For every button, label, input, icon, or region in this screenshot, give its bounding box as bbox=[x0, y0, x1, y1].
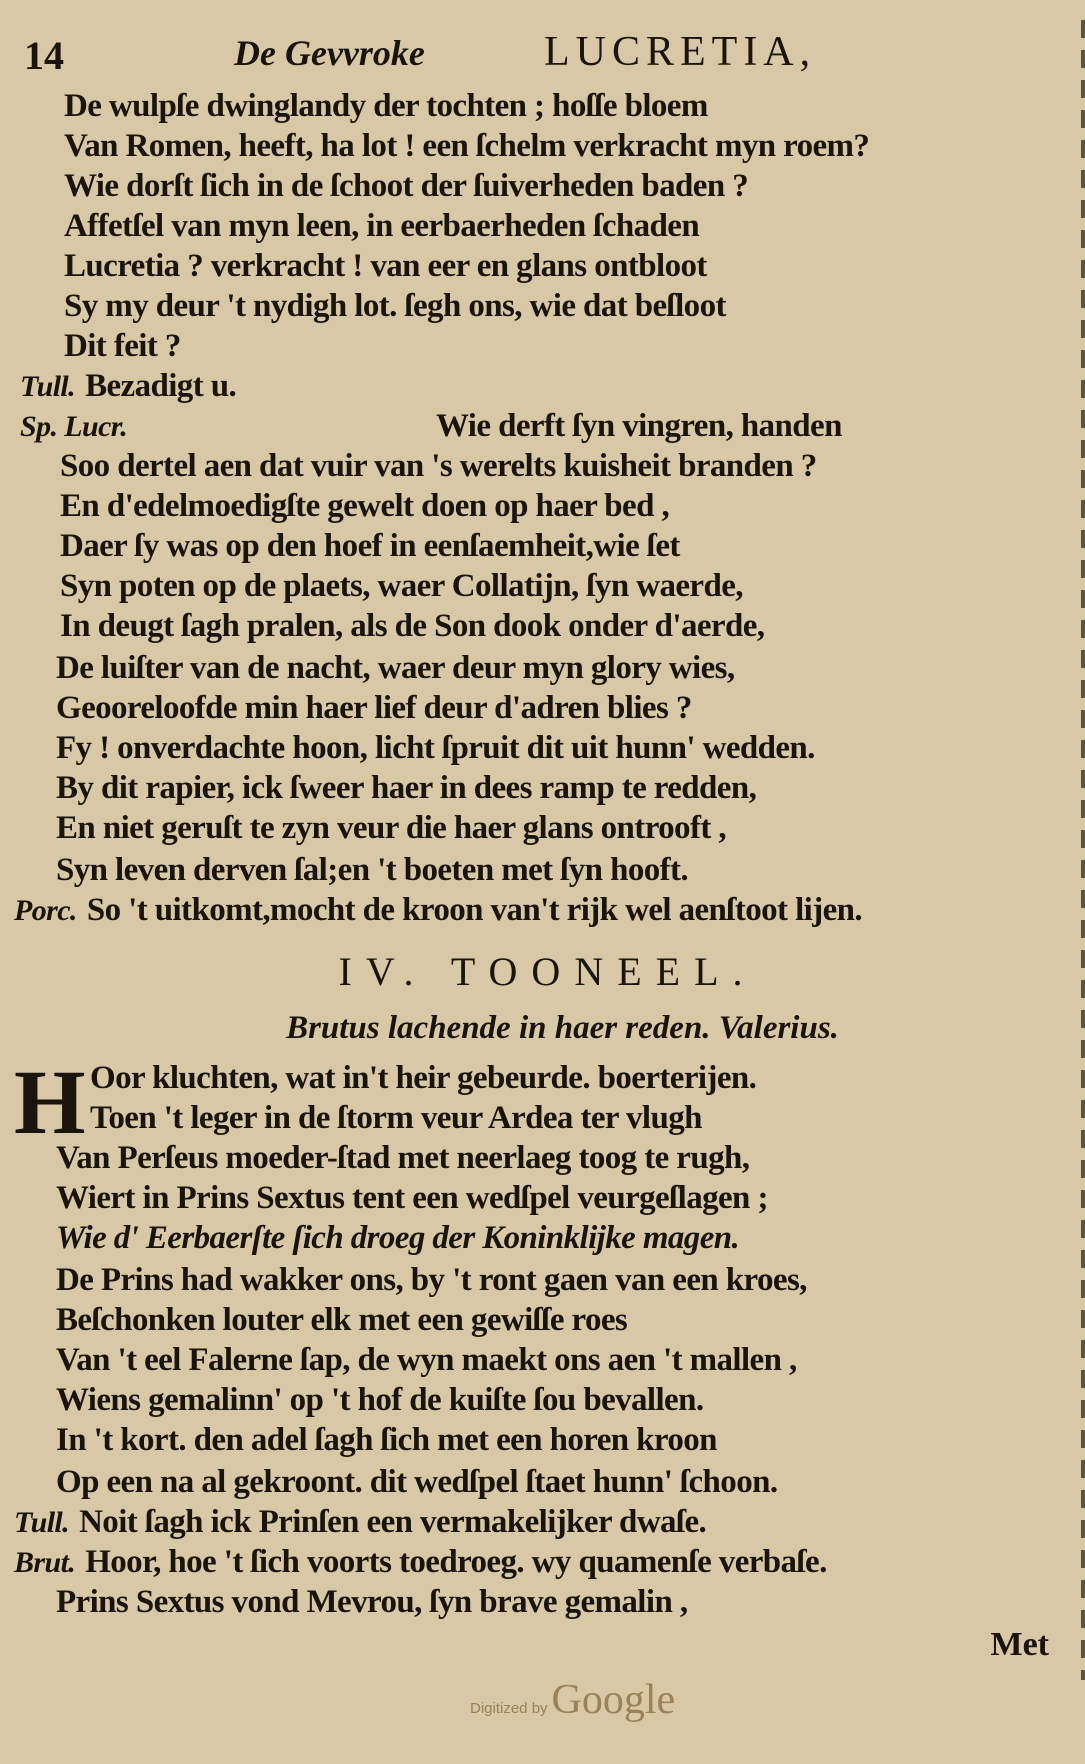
verse-text: Toen 't leger in de ſtorm veur Ardea ter vlugh bbox=[90, 1100, 702, 1136]
verse-text: Wie derft ſyn vingren, handen bbox=[436, 408, 842, 444]
speaker-label: Brut. bbox=[14, 1546, 76, 1579]
verse-text: De Prins had wakker ons, by 't ront gaen van een kroes, bbox=[56, 1262, 807, 1298]
verse-text: Affetſel van myn leen, in eerbaerheden ſchaden bbox=[64, 208, 700, 244]
verse-text: Syn leven derven ſal;en 't boeten met ſyn hooft. bbox=[56, 852, 689, 888]
verse-text: Van Romen, heeft, ha lot ! een ſchelm verkracht myn roem? bbox=[64, 128, 870, 164]
verse-text: Sy my deur 't nydigh lot. ſegh ons, wie dat beſloot bbox=[64, 288, 726, 324]
verse-line bbox=[64, 168, 748, 204]
verse-text: In 't kort. den adel ſagh ſich met een horen kroon bbox=[56, 1422, 717, 1458]
verse-line bbox=[60, 568, 743, 604]
verse-text: Beſchonken louter elk met een gewiſſe roes bbox=[56, 1302, 628, 1338]
verse-text: Soo dertel aen dat vuir van 's werelts kuisheit branden ? bbox=[60, 448, 817, 484]
verse-line bbox=[64, 248, 707, 284]
verse-text: Van 't eel Falerne ſap, de wyn maekt ons aen 't mallen , bbox=[56, 1342, 797, 1378]
verse-text: Hoor, hoe 't ſich voorts toedroeg. wy quamenſe verbaſe. bbox=[85, 1544, 827, 1580]
digitized-prefix: Digitized by bbox=[470, 1700, 548, 1717]
verse-text: Daer ſy was op den hoef in eenſaemheit,wie ſet bbox=[60, 528, 680, 564]
verse-text: Geooreloofde min haer lief deur d'adren blies ? bbox=[56, 690, 692, 726]
page-number: 14 bbox=[24, 33, 64, 78]
verse-text: Oor kluchten, wat in't heir gebeurde. boerterijen. bbox=[90, 1060, 757, 1096]
verse-line bbox=[56, 1302, 627, 1338]
drop-capital: H bbox=[14, 1051, 86, 1153]
verse-text: Wie d' Eerbaerſte ſich droeg der Koninklijke magen. bbox=[56, 1220, 740, 1256]
verse-line bbox=[90, 1060, 756, 1096]
verse-line bbox=[14, 892, 862, 929]
speaker-label: Tull. bbox=[20, 370, 76, 403]
verse-text: Lucretia ? verkracht ! van eer en glans ontbloot bbox=[64, 248, 707, 284]
verse-text: Van Perſeus moeder-ſtad met neerlaeg toog te rugh, bbox=[56, 1140, 750, 1176]
verse-line bbox=[56, 650, 735, 686]
verse-text: So 't uitkomt,mocht de kroon van't rijk wel aenſtoot lijen. bbox=[86, 892, 863, 928]
verse-line bbox=[56, 1464, 778, 1500]
verse-text: By dit rapier, ick ſweer haer in dees ramp te redden, bbox=[56, 770, 757, 806]
verse-line bbox=[64, 208, 699, 244]
verse-line bbox=[56, 810, 726, 846]
verse-line bbox=[436, 408, 842, 444]
verse-line bbox=[56, 852, 688, 888]
verse-line bbox=[56, 730, 815, 766]
verse-line bbox=[56, 1422, 717, 1458]
speaker-label: Sp. Lucr. bbox=[20, 410, 128, 443]
verse-line bbox=[14, 1544, 827, 1581]
verse-text: Noit ſagh ick Prinſen een vermakelijker dwaſe. bbox=[79, 1504, 707, 1540]
verse-line bbox=[64, 288, 726, 324]
running-title-italic: De Gevvroke bbox=[234, 33, 425, 73]
speaker-label: Porc. bbox=[14, 894, 77, 927]
verse-text: En d'edelmoedigſte gewelt doen op haer bed , bbox=[60, 488, 670, 524]
verse-line bbox=[14, 1504, 706, 1541]
verse-text: Bezadigt u. bbox=[85, 368, 237, 404]
verse-line bbox=[56, 1140, 749, 1176]
verse-line bbox=[60, 448, 817, 484]
verse-line bbox=[60, 608, 764, 644]
google-wordmark: Google bbox=[551, 1677, 676, 1723]
verse-line bbox=[56, 690, 692, 726]
digitized-by-watermark bbox=[470, 1676, 675, 1724]
stage-direction: Brutus lachende in haer reden. Valerius. bbox=[286, 1010, 839, 1046]
scene-heading: IV. TOONEEL. bbox=[338, 949, 757, 994]
verse-text: De wulpſe dwinglandy der tochten ; hoſſe bloem bbox=[64, 88, 708, 124]
verse-line bbox=[56, 1584, 688, 1620]
catchword: Met bbox=[990, 1626, 1049, 1663]
verse-line bbox=[64, 328, 181, 364]
verse-line bbox=[90, 1100, 702, 1136]
verse-line bbox=[20, 408, 137, 445]
verse-text: Wiert in Prins Sextus tent een wedſpel veurgeſlagen ; bbox=[56, 1180, 768, 1216]
verse-line bbox=[60, 488, 669, 524]
verse-text: Prins Sextus vond Mevrou, ſyn brave gemalin , bbox=[56, 1584, 688, 1620]
verse-line bbox=[56, 1382, 704, 1418]
verse-text: Wie dorſt ſich in de ſchoot der ſuiverheden baden ? bbox=[64, 168, 749, 204]
verse-text: En niet geruſt te zyn veur die haer glans ontrooft , bbox=[56, 810, 727, 846]
verse-line bbox=[64, 128, 869, 164]
verse-line bbox=[56, 770, 756, 806]
facing-page-edge bbox=[1081, 20, 1085, 1680]
verse-text: In deugt ſagh pralen, als de Son dook onder d'aerde, bbox=[60, 608, 765, 644]
verse-text: Syn poten op de plaets, waer Collatijn, ſyn waerde, bbox=[60, 568, 743, 604]
verse-line bbox=[56, 1180, 768, 1216]
verse-line bbox=[20, 368, 236, 405]
speaker-label: Tull. bbox=[14, 1506, 70, 1539]
verse-text: De luiſter van de nacht, waer deur myn glory wies, bbox=[56, 650, 735, 686]
running-title-caps: LUCRETIA, bbox=[544, 29, 817, 75]
running-header bbox=[24, 28, 1024, 78]
verse-text: Op een na al gekroont. dit wedſpel ſtaet hunn' ſchoon. bbox=[56, 1464, 778, 1500]
verse-line bbox=[60, 528, 680, 564]
verse-text: Dit feit ? bbox=[64, 328, 181, 364]
verse-line bbox=[64, 88, 708, 124]
verse-text: Fy ! onverdachte hoon, licht ſpruit dit uit hunn' wedden. bbox=[56, 730, 815, 766]
verse-line bbox=[56, 1220, 739, 1256]
verse-line bbox=[56, 1262, 807, 1298]
verse-line bbox=[56, 1342, 797, 1378]
verse-text: Wiens gemalinn' op 't hof de kuiſte ſou bevallen. bbox=[56, 1382, 704, 1418]
